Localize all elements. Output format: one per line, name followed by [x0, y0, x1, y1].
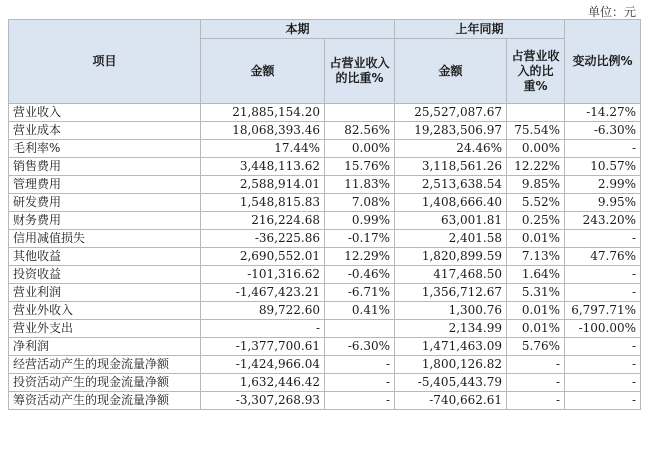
table-row: [9, 122, 641, 140]
table-row: [9, 302, 641, 320]
cell-ratio-current: 0.00%: [325, 140, 395, 158]
cell-amount-prior: 1,356,712.67: [395, 284, 507, 302]
table-row: [9, 194, 641, 212]
cell-ratio-current: [325, 104, 395, 122]
cell-change-ratio: -: [565, 266, 641, 284]
header-item: 项目: [9, 20, 201, 104]
header-change-ratio: 变动比例%: [565, 20, 641, 104]
cell-change-ratio: -100.00%: [565, 320, 641, 338]
cell-amount-prior: 1,408,666.40: [395, 194, 507, 212]
cell-ratio-prior: -: [507, 392, 565, 410]
table-row: [9, 176, 641, 194]
cell-ratio-current: -0.46%: [325, 266, 395, 284]
cell-change-ratio: 243.20%: [565, 212, 641, 230]
cell-ratio-current: 11.83%: [325, 176, 395, 194]
cell-amount-prior: -5,405,443.79: [395, 374, 507, 392]
header-ratio-prior: 占营业收入的比重%: [507, 39, 565, 104]
cell-change-ratio: 6,797.71%: [565, 302, 641, 320]
cell-ratio-current: 82.56%: [325, 122, 395, 140]
cell-ratio-current: -: [325, 374, 395, 392]
cell-amount-prior: 417,468.50: [395, 266, 507, 284]
table-row: [9, 356, 641, 374]
table-row: [9, 374, 641, 392]
cell-item: 研发费用: [9, 194, 201, 212]
cell-ratio-current: 0.41%: [325, 302, 395, 320]
header-amount-current: 金额: [201, 39, 325, 104]
table-row: [9, 248, 641, 266]
cell-amount-current: -1,467,423.21: [201, 284, 325, 302]
cell-ratio-current: 12.29%: [325, 248, 395, 266]
table-row: [9, 140, 641, 158]
cell-ratio-prior: 0.25%: [507, 212, 565, 230]
cell-amount-current: 216,224.68: [201, 212, 325, 230]
table-row: [9, 338, 641, 356]
cell-ratio-current: [325, 320, 395, 338]
cell-item: 营业外收入: [9, 302, 201, 320]
cell-amount-prior: 2,513,638.54: [395, 176, 507, 194]
cell-ratio-prior: [507, 104, 565, 122]
cell-ratio-current: -0.17%: [325, 230, 395, 248]
cell-ratio-prior: -: [507, 374, 565, 392]
cell-amount-current: -1,377,700.61: [201, 338, 325, 356]
cell-change-ratio: -: [565, 392, 641, 410]
cell-change-ratio: 10.57%: [565, 158, 641, 176]
table-header: [9, 20, 641, 104]
cell-amount-prior: -740,662.61: [395, 392, 507, 410]
cell-change-ratio: -: [565, 230, 641, 248]
cell-item: 净利润: [9, 338, 201, 356]
cell-amount-current: -3,307,268.93: [201, 392, 325, 410]
cell-ratio-current: -: [325, 392, 395, 410]
cell-amount-current: 21,885,154.20: [201, 104, 325, 122]
cell-amount-current: -36,225.86: [201, 230, 325, 248]
cell-ratio-prior: 75.54%: [507, 122, 565, 140]
cell-ratio-prior: 0.01%: [507, 320, 565, 338]
cell-amount-prior: 3,118,561.26: [395, 158, 507, 176]
financial-table: [8, 19, 641, 410]
cell-change-ratio: -: [565, 356, 641, 374]
cell-amount-current: 2,588,914.01: [201, 176, 325, 194]
cell-amount-current: 17.44%: [201, 140, 325, 158]
table-row: [9, 320, 641, 338]
cell-change-ratio: -: [565, 284, 641, 302]
cell-amount-prior: 2,134.99: [395, 320, 507, 338]
cell-amount-prior: 1,300.76: [395, 302, 507, 320]
cell-item: 管理费用: [9, 176, 201, 194]
cell-ratio-prior: 0.01%: [507, 230, 565, 248]
cell-item: 投资收益: [9, 266, 201, 284]
cell-amount-prior: 1,820,899.59: [395, 248, 507, 266]
cell-ratio-prior: 1.64%: [507, 266, 565, 284]
table-row: [9, 158, 641, 176]
table-row: [9, 284, 641, 302]
cell-ratio-prior: 7.13%: [507, 248, 565, 266]
header-prior-period: 上年同期: [395, 20, 565, 39]
cell-ratio-prior: 0.01%: [507, 302, 565, 320]
cell-ratio-prior: 5.31%: [507, 284, 565, 302]
cell-item: 投资活动产生的现金流量净额: [9, 374, 201, 392]
cell-amount-current: -1,424,966.04: [201, 356, 325, 374]
cell-amount-prior: 2,401.58: [395, 230, 507, 248]
cell-item: 其他收益: [9, 248, 201, 266]
unit-label: 单位：元: [587, 5, 636, 19]
cell-amount-prior: 1,800,126.82: [395, 356, 507, 374]
cell-amount-current: 18,068,393.46: [201, 122, 325, 140]
cell-change-ratio: -: [565, 338, 641, 356]
cell-item: 营业成本: [9, 122, 201, 140]
cell-ratio-current: 7.08%: [325, 194, 395, 212]
cell-ratio-prior: 9.85%: [507, 176, 565, 194]
cell-item: 财务费用: [9, 212, 201, 230]
cell-item: 筹资活动产生的现金流量净额: [9, 392, 201, 410]
table-row: [9, 392, 641, 410]
cell-amount-current: 1,632,446.42: [201, 374, 325, 392]
cell-change-ratio: 47.76%: [565, 248, 641, 266]
cell-ratio-prior: 5.76%: [507, 338, 565, 356]
cell-item: 销售费用: [9, 158, 201, 176]
cell-amount-current: 2,690,552.01: [201, 248, 325, 266]
table-row: [9, 104, 641, 122]
cell-ratio-current: -: [325, 356, 395, 374]
cell-ratio-prior: -: [507, 356, 565, 374]
cell-amount-current: 3,448,113.62: [201, 158, 325, 176]
cell-change-ratio: 2.99%: [565, 176, 641, 194]
header-amount-prior: 金额: [395, 39, 507, 104]
cell-amount-current: 89,722.60: [201, 302, 325, 320]
cell-amount-current: -101,316.62: [201, 266, 325, 284]
cell-change-ratio: -: [565, 374, 641, 392]
cell-amount-prior: 24.46%: [395, 140, 507, 158]
cell-change-ratio: -6.30%: [565, 122, 641, 140]
cell-amount-current: -: [201, 320, 325, 338]
table-row: [9, 230, 641, 248]
cell-change-ratio: 9.95%: [565, 194, 641, 212]
table-body: [9, 104, 641, 410]
cell-amount-current: 1,548,815.83: [201, 194, 325, 212]
cell-change-ratio: -14.27%: [565, 104, 641, 122]
cell-ratio-prior: 0.00%: [507, 140, 565, 158]
cell-item: 营业利润: [9, 284, 201, 302]
header-current-period: 本期: [201, 20, 395, 39]
cell-ratio-prior: 5.52%: [507, 194, 565, 212]
cell-amount-prior: 63,001.81: [395, 212, 507, 230]
cell-ratio-current: 0.99%: [325, 212, 395, 230]
cell-item: 信用减值损失: [9, 230, 201, 248]
cell-item: 经营活动产生的现金流量净额: [9, 356, 201, 374]
cell-item: 毛利率%: [9, 140, 201, 158]
cell-ratio-current: 15.76%: [325, 158, 395, 176]
cell-amount-prior: 25,527,087.67: [395, 104, 507, 122]
cell-amount-prior: 19,283,506.97: [395, 122, 507, 140]
table-row: [9, 266, 641, 284]
header-ratio-current: 占营业收入的比重%: [325, 39, 395, 104]
cell-ratio-current: -6.30%: [325, 338, 395, 356]
table-row: [9, 212, 641, 230]
cell-item: 营业收入: [9, 104, 201, 122]
cell-item: 营业外支出: [9, 320, 201, 338]
cell-amount-prior: 1,471,463.09: [395, 338, 507, 356]
cell-change-ratio: -: [565, 140, 641, 158]
cell-ratio-current: -6.71%: [325, 284, 395, 302]
cell-ratio-prior: 12.22%: [507, 158, 565, 176]
